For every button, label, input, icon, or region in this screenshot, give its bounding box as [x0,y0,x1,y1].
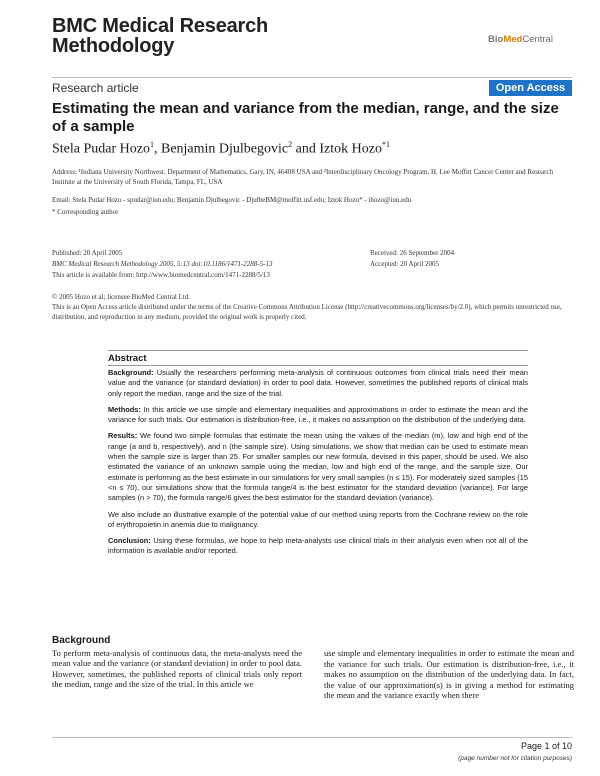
abstract-results [108,431,528,503]
author-address: Address: ¹Indiana University Northwest, Department of Mathematics, Gary, IN, 46408 USA and ²Interdisciplinary Oncology Program, H. Lee Moffitt Cancer Center and Research Institute at the University of South Florida, Tampa, FL, USA [52,168,554,186]
footer-divider [52,737,572,738]
received-date: Received: 26 September 2004 [370,249,455,257]
copyright-line: © 2005 Hozo et al; licensee BioMed Central Ltd. [52,293,191,301]
abstract-conclusion [108,536,528,557]
section-heading: Background [52,635,111,646]
body-text: To perform meta-analysis of continuous data, the meta-analysts need the mean value and the variance (or standard deviation) in order to pool data. However, sometimes, the published reports of clinical trials only report the median, range and the size of the trial. In this article we [52,647,302,689]
page-number-note: (page number not for citation purposes) [458,755,572,762]
abstract-text: Usually the researchers performing meta-analysis of continuous outcomes from clinical trials need their mean value and the variance (or standard deviation) in order to pool data. However, sometimes the published reports of clinical trials only report the median, range and the size of the trial. [108,368,528,398]
header-divider [52,77,572,78]
submission-dates [370,248,570,270]
author-list: Stela Pudar Hozo$^1$, Benjamin Djulbegovic$^2$ and Iztok Hozo$^{*1}$ [52,140,390,157]
availability-link[interactable]: This article is available from: http://www.biomedcentral.com/1471-2288/5/13 [52,271,270,279]
paper-title: Estimating the mean and variance from the median, range, and the size of a sample [52,100,559,135]
abstract-label: Results: [108,431,138,441]
article-type: Research article [52,81,139,95]
abstract-label: Background: [108,368,154,377]
abstract-text: We found two simple formulas that estimate the mean using the values of the median (m), low and high end of the range (a and b, respectively), and n (the sample size). Using simulations, we show that median can be used to estimate mean when the sample size is larger than 25. For smaller samples our new formula, devised in this paper, should be used. We also estimated the variance of an unknown sample using the median, low and high end of the range, and the sample size. Our estimate is performing as the best estimate in our simulations for very small samples (n ≤ 15). For moderately sized samples (15 <n ≤ 70), our simulations show that the formula range/4 is the best estimator for the standard deviation (variance). For large samples (n > 70), the formula range/6 gives the best estimator for the standard deviation (variance). [108,431,528,503]
author-affiliation: 2 [288,140,293,149]
copyright-notice [52,292,572,322]
body-text: use simple and elementary inequalities in order to estimate the mean and the variance for such trials. Our estimation is distribution-free, i.e., it makes no assumption on the distribution of the underlying data. In fact, the value of our approximation(s) is in giving a method for estimating the mean and the variance exactly when there [324,648,574,700]
abstract-label: Conclusion: [108,536,151,546]
abstract-background [108,368,528,399]
abstract-text: Using these formulas, we hope to help meta-analysts use clinical trials in their analysis even when not all of the information is available and/or reported. [108,536,528,556]
body-column-right [324,648,574,701]
author-affiliation: *1 [381,140,390,149]
publication-info [52,248,352,281]
published-date: Published: 20 April 2005 [52,249,123,257]
abstract-heading: Abstract [108,353,147,364]
body-column-left [52,636,302,690]
abstract-divider [108,365,528,366]
author-name: Stela Pudar Hozo [52,141,150,157]
citation: BMC Medical Research Methodology 2005, 5:13 doi:10.1186/1471-2288-5-13 [52,260,273,268]
publisher-logo-bio: Bio [488,34,504,45]
abstract-divider [108,350,528,351]
abstract-label: Methods: [108,404,141,414]
abstract-example: We also include an illustrative example of the potential value of our method using reports from the Cochrane review on the role of erythropoietin in anemia due to malignancy. [108,509,528,529]
abstract-text: In this article we use simple and elementary inequalities and approximations in order to estimate the mean and the variance for such trials. Our estimation is distribution-free, i.e., it makes no assumption on the distribution of the underlying data. [108,404,528,425]
abstract-methods [108,405,528,426]
abstract [108,350,528,563]
publisher-logo-central: Central [522,34,553,45]
journal-title-line2: Methodology [52,35,175,57]
author-emails: Email: Stela Pudar Hozo - spudar@iun.edu; Benjamin Djulbegovic - DjulbeBM@moffitt.usf.edu; Iztok Hozo* - ihozo@iun.edu [52,196,412,204]
author-affiliation: 1 [149,140,154,149]
page-number: Page 1 of 10 [520,741,572,751]
publisher-logo [488,34,553,45]
journal-title [52,16,372,56]
corresponding-author-note: * Corresponding author [52,208,119,216]
publisher-logo-med: Med [503,34,523,45]
author-name: Iztok Hozo [319,141,382,157]
author-name: Benjamin Djulbegovic [160,141,289,157]
journal-title-line1: BMC Medical Research [52,15,269,37]
license-text: This is an Open Access article distributed under the terms of the Creative Commons Attribution License (http://creativecommons.org/licenses/by/2.0), which permits unrestricted use, distribution, and reproduction in any medium, provided the original work is properly cited. [52,303,562,321]
open-access-badge: Open Access [489,80,572,96]
accepted-date: Accepted: 20 April 2005 [370,260,440,268]
